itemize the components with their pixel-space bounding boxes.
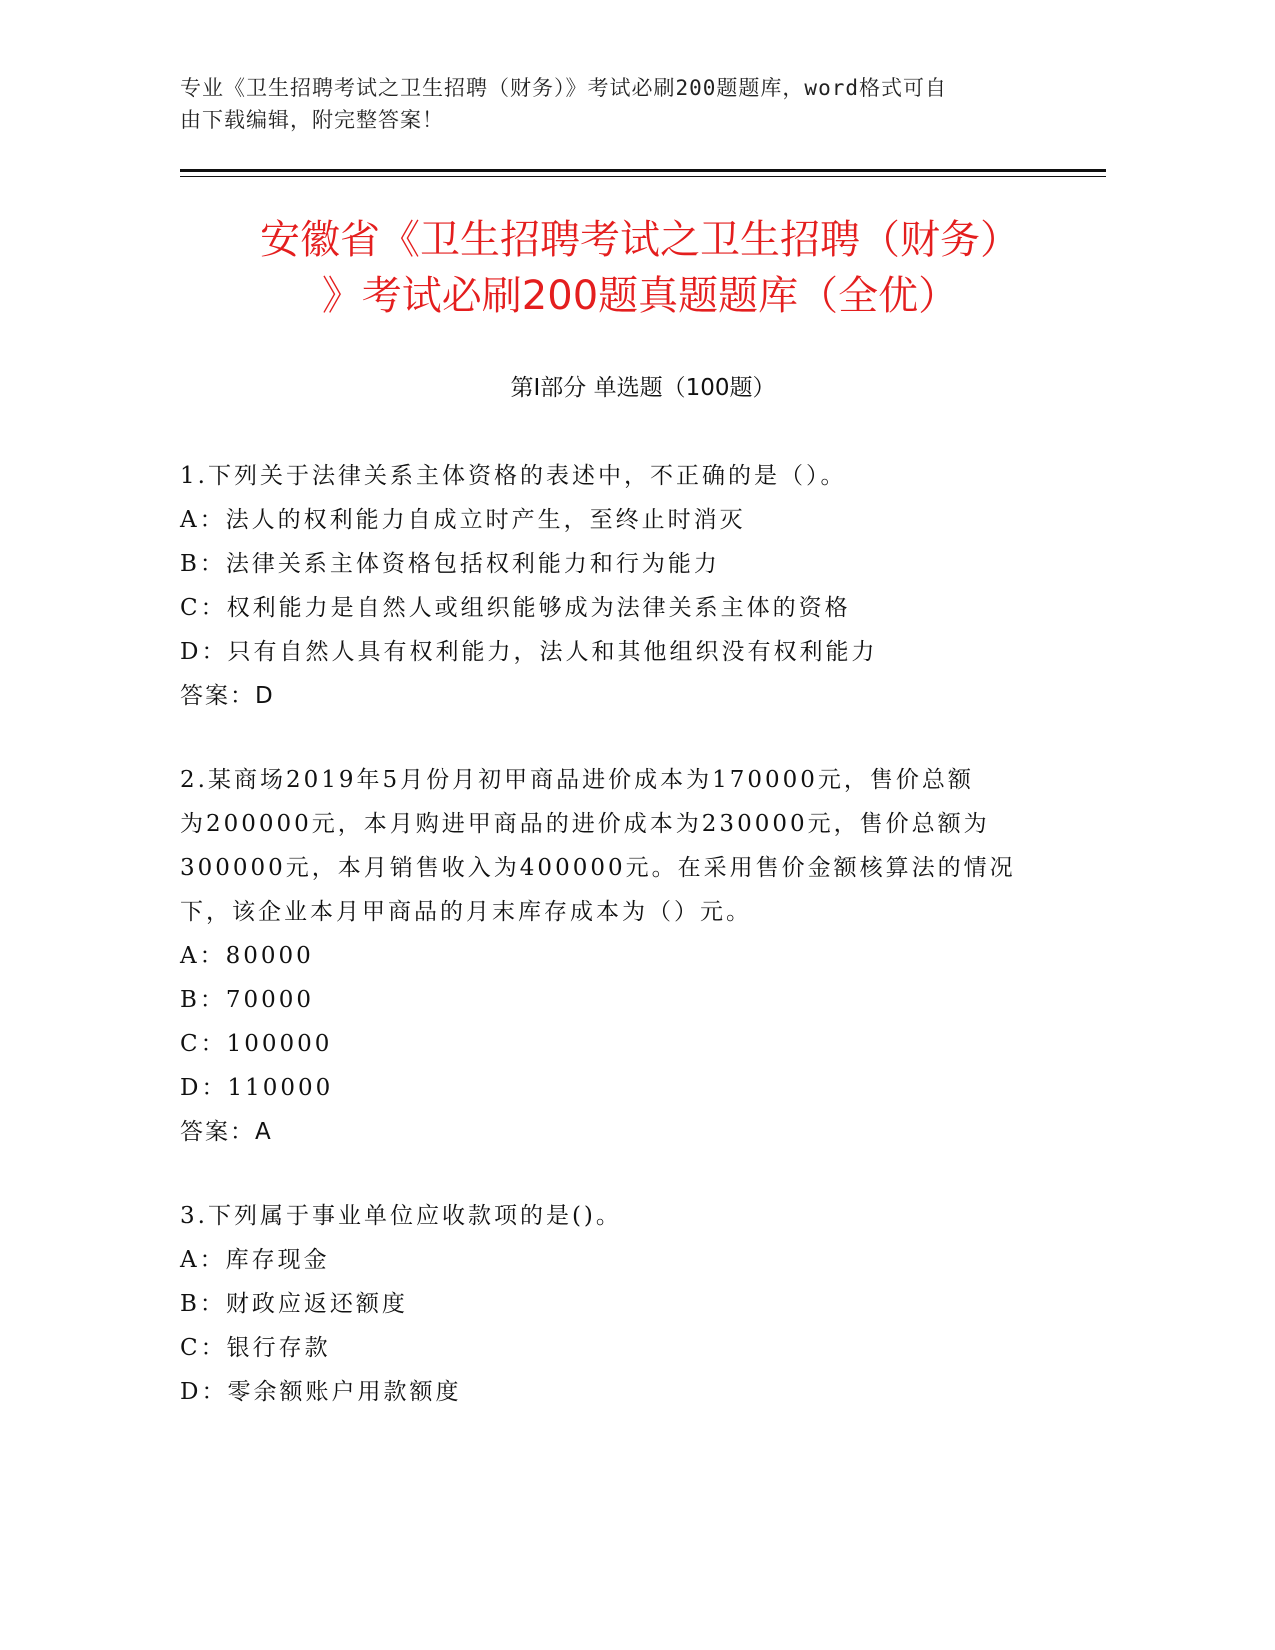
- question-stem-line-2: 为200000元，本月购进甲商品的进价成本为230000元，售价总额为: [180, 811, 990, 837]
- option-b: B：法律关系主体资格包括权利能力和行为能力: [180, 551, 720, 577]
- question-stem-line-3: 300000元，本月销售收入为400000元。在采用售价金额核算法的情况: [180, 855, 1016, 881]
- question-stem: 3.下列属于事业单位应收款项的是()。: [180, 1203, 622, 1229]
- document-title: [140, 212, 1140, 324]
- document-title-line-1: 安徽省《卫生招聘考试之卫生招聘（财务）: [260, 217, 1020, 263]
- header-note-line-1: 专业《卫生招聘考试之卫生招聘（财务）》考试必刷200题题库，word格式可自: [180, 76, 947, 100]
- option-a: A：80000: [180, 943, 314, 969]
- question-stem-line-1: 2.某商场2019年5月份月初甲商品进价成本为170000元，售价总额: [180, 767, 974, 793]
- option-d: D：110000: [180, 1075, 334, 1101]
- option-a: A：库存现金: [180, 1247, 330, 1273]
- option-b: B：财政应返还额度: [180, 1291, 408, 1317]
- header-note: [180, 72, 1040, 136]
- option-d: D：零余额账户用款额度: [180, 1379, 462, 1405]
- option-c: C：银行存款: [180, 1335, 331, 1361]
- section-heading: 第Ⅰ部分 单选题（100题）: [510, 375, 776, 401]
- question-stem-line-4: 下，该企业本月甲商品的月末库存成本为（）元。: [180, 899, 752, 925]
- header-note-line-2: 由下载编辑，附完整答案！: [180, 108, 444, 132]
- answer: 答案：A: [180, 1119, 273, 1145]
- question-1: [180, 454, 1060, 718]
- option-c: C：权利能力是自然人或组织能够成为法律关系主体的资格: [180, 595, 851, 621]
- question-3: [180, 1194, 1060, 1414]
- document-title-line-2: 》考试必刷200题真题题库（全优）: [321, 273, 959, 319]
- answer: 答案：D: [180, 683, 275, 709]
- option-a: A：法人的权利能力自成立时产生，至终止时消灭: [180, 507, 746, 533]
- option-c: C：100000: [180, 1031, 333, 1057]
- header-divider-thin: [180, 176, 1106, 177]
- option-d: D：只有自然人具有权利能力，法人和其他组织没有权利能力: [180, 639, 878, 665]
- header-divider-thick: [180, 169, 1106, 172]
- option-b: B：70000: [180, 987, 315, 1013]
- question-stem: 1.下列关于法律关系主体资格的表述中，不正确的是（）。: [180, 463, 847, 489]
- question-2: [180, 758, 1060, 1154]
